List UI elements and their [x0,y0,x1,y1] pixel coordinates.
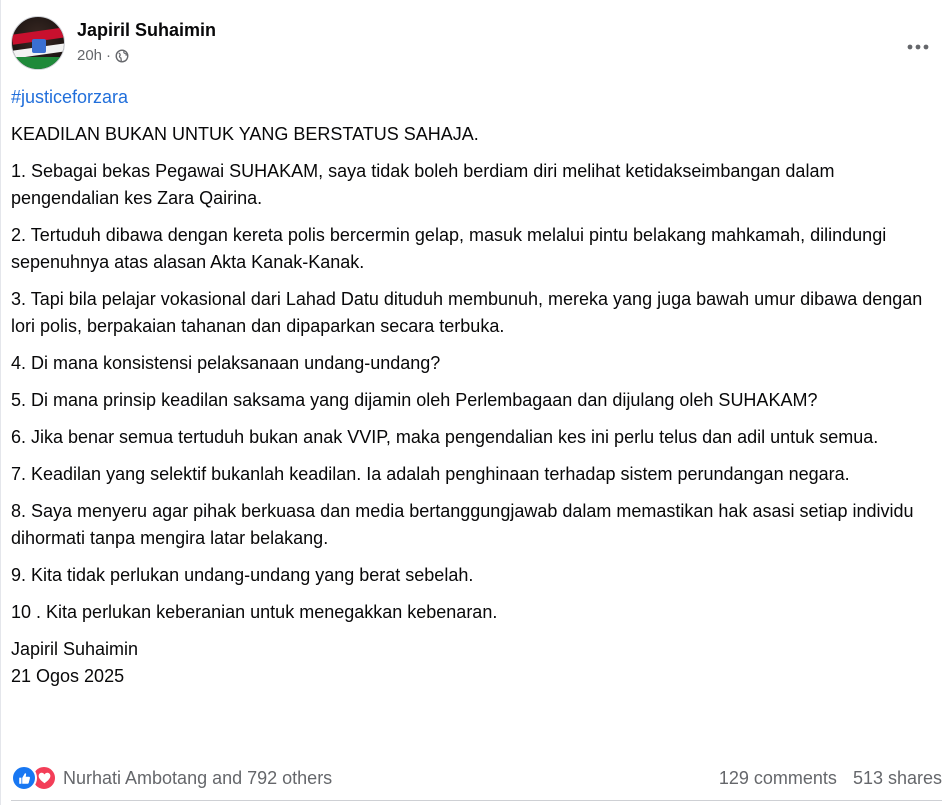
post-paragraph: 8. Saya menyeru agar pihak berkuasa dan media bertanggungjawab dalam memastikan hak asasi setiap individu dihormati tanpa mengira latar belakang. [11,501,914,548]
post-paragraph: 7. Keadilan yang selektif bukanlah keadilan. Ia adalah penghinaan terhadap sistem perundangan negara. [11,464,850,484]
avatar-detail [12,57,65,70]
post-paragraph: 4. Di mana konsistensi pelaksanaan undang-undang? [11,353,441,373]
post-paragraph: 1. Sebagai bekas Pegawai SUHAKAM, saya tidak boleh berdiam diri melihat ketidakseimbangan dalam pengendalian kes Zara Qairina. [11,161,835,208]
more-horizontal-icon [907,37,929,55]
meta-separator: · [106,47,112,64]
post-paragraph: 2. Tertuduh dibawa dengan kereta polis bercermin gelap, masuk melalui pintu belakang mahkamah, dilindungi sepenuhnya atas alasan Akta Kanak-Kanak. [11,225,887,272]
like-icon [11,765,37,791]
avatar-detail [32,39,46,53]
comments-count[interactable]: 129 comments [718,767,837,788]
divider [11,800,942,801]
post-paragraph: 9. Kita tidak perlukan undang-undang yang berat sebelah. [11,565,474,585]
post-stats [11,762,942,794]
author-name[interactable]: Japiril Suhaimin [77,20,217,40]
more-options-button[interactable] [900,28,936,64]
reactors-summary[interactable]: Nurhati Ambotang and 792 others [63,767,333,788]
post-header [11,16,942,76]
signature-date: 21 Ogos 2025 [11,666,125,686]
post-paragraph: 3. Tapi bila pelajar vokasional dari Lahad Datu dituduh membunuh, mereka yang juga bawah umur dibawa dengan lori polis, berpakaian tahanan dan dipaparkan secara terbuka. [11,289,923,336]
globe-icon[interactable] [115,49,129,63]
shares-count[interactable]: 513 shares [852,767,942,788]
post-paragraph: KEADILAN BUKAN UNTUK YANG BERSTATUS SAHAJA. [11,124,479,144]
hashtag-link[interactable]: #justiceforzara [11,87,129,107]
post-meta [77,47,129,64]
post-time[interactable]: 20h [77,47,103,64]
post-paragraph: 6. Jika benar semua tertuduh bukan anak VVIP, maka pengendalian kes ini perlu telus dan adil untuk semua. [11,427,879,447]
signature-name: Japiril Suhaimin [11,639,139,659]
post-content [11,84,942,690]
post-paragraph: 5. Di mana prinsip keadilan saksama yang dijamin oleh Perlembagaan dan dijulang oleh SUHAKAM? [11,390,818,410]
post-paragraph: 10 . Kita perlukan keberanian untuk menegakkan kebenaran. [11,602,498,622]
avatar[interactable] [11,16,65,70]
reaction-icons[interactable] [11,765,57,791]
engagement-counts [719,768,942,789]
